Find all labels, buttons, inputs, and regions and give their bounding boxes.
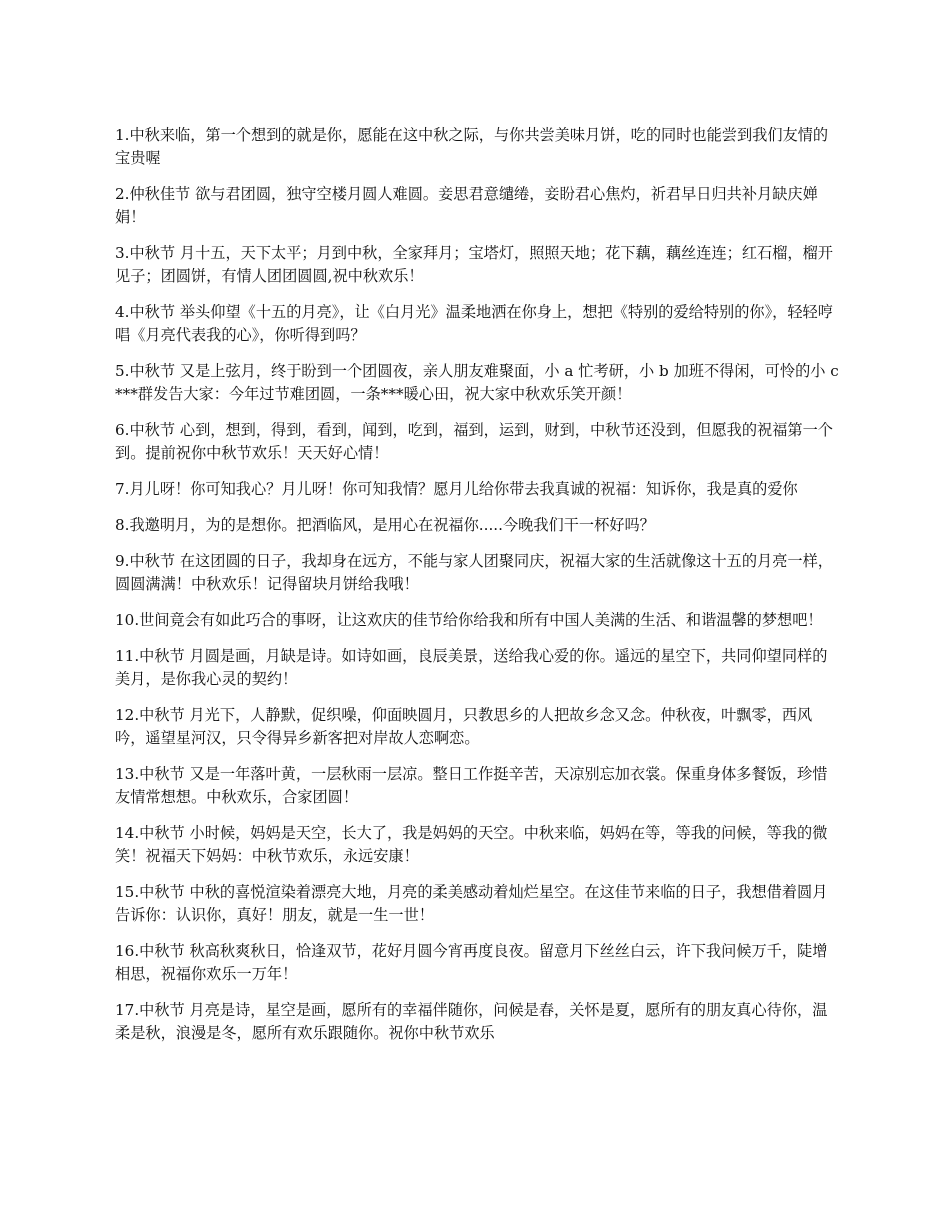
paragraph-12: 12.中秋节 月光下，人静默，促织噪，仰面映圆月，只教思乡的人把故乡念又念。仲秋夜，叶飘零，西风吟，遥望星河汉，只令得异乡新客把对岸故人恋啊恋。	[115, 706, 813, 747]
paragraph-1: 1.中秋来临，第一个想到的就是你，愿能在这中秋之际，与你共尝美味月饼，吃的同时也能尝到我们友情的宝贵喔	[115, 126, 829, 167]
paragraph-14: 14.中秋节 小时候，妈妈是天空，长大了，我是妈妈的天空。中秋来临，妈妈在等，等我的问候，等我的微笑！祝福天下妈妈：中秋节欢乐，永远安康！	[115, 824, 828, 865]
paragraph-11: 11.中秋节 月圆是画，月缺是诗。如诗如画，良辰美景，送给我心爱的你。遥远的星空下，共同仰望同样的美月，是你我心灵的契约！	[115, 647, 828, 688]
paragraph-10: 10.世间竟会有如此巧合的事呀，让这欢庆的佳节给你给我和所有中国人美满的生活、和谐温馨的梦想吧！	[115, 611, 823, 629]
paragraph-4: 4.中秋节 举头仰望《十五的月亮》，让《白月光》温柔地洒在你身上，想把《特别的爱给特别的你》，轻轻哼唱《月亮代表我的心》，你听得到吗？	[115, 303, 833, 344]
paragraph-16: 16.中秋节 秋高秋爽秋日，恰逢双节，花好月圆今宵再度良夜。留意月下丝丝白云，许下我问候万千，陡增相思，祝福你欢乐一万年！	[115, 942, 828, 983]
paragraph-2: 2.仲秋佳节 欲与君团圆，独守空楼月圆人难圆。妾思君意缱绻，妾盼君心焦灼，祈君早日归共补月缺庆婵娟！	[115, 185, 818, 226]
paragraph-9: 9.中秋节 在这团圆的日子，我却身在远方，不能与家人团聚同庆，祝福大家的生活就像这十五的月亮一样，圆圆满满！中秋欢乐！记得留块月饼给我哦！	[115, 552, 833, 593]
paragraph-6: 6.中秋节 心到，想到，得到，看到，闻到，吃到，福到，运到，财到，中秋节还没到，但愿我的祝福第一个到。提前祝你中秋节欢乐！天天好心情！	[115, 421, 833, 462]
paragraph-7: 7.月儿呀！你可知我心？月儿呀！你可知我情？愿月儿给你带去我真诚的祝福：知诉你，我是真的爱你	[115, 480, 798, 498]
paragraph-17: 17.中秋节 月亮是诗，星空是画，愿所有的幸福伴随你，问候是春，关怀是夏，愿所有的朋友真心待你，温柔是秋，浪漫是冬，愿所有欢乐跟随你。祝你中秋节欢乐	[115, 1001, 828, 1042]
document-body	[115, 124, 840, 1058]
paragraph-13: 13.中秋节 又是一年落叶黄，一层秋雨一层凉。整日工作挺辛苦，天凉别忘加衣裳。保重身体多餐饭，珍惜友情常想想。中秋欢乐，合家团圆！	[115, 765, 828, 806]
paragraph-8: 8.我邀明月，为的是想你。把酒临风，是用心在祝福你.....今晚我们干一杯好吗？	[115, 516, 655, 534]
paragraph-15: 15.中秋节 中秋的喜悦渲染着漂亮大地，月亮的柔美感动着灿烂星空。在这佳节来临的日子，我想借着圆月告诉你：认识你，真好！朋友，就是一生一世！	[115, 883, 828, 924]
paragraph-3: 3.中秋节 月十五，天下太平；月到中秋，全家拜月；宝塔灯，照照天地；花下藕，藕丝连连；红石榴，榴开见子；团圆饼，有情人团团圆圆,祝中秋欢乐！	[115, 244, 833, 285]
paragraph-5: 5.中秋节 又是上弦月，终于盼到一个团圆夜，亲人朋友难聚面，小 a 忙考研，小 b 加班不得闲，可怜的小 c***群发告大家：今年过节难团圆，一条***暖心田，祝大家中秋欢乐笑开颜！	[115, 362, 839, 403]
